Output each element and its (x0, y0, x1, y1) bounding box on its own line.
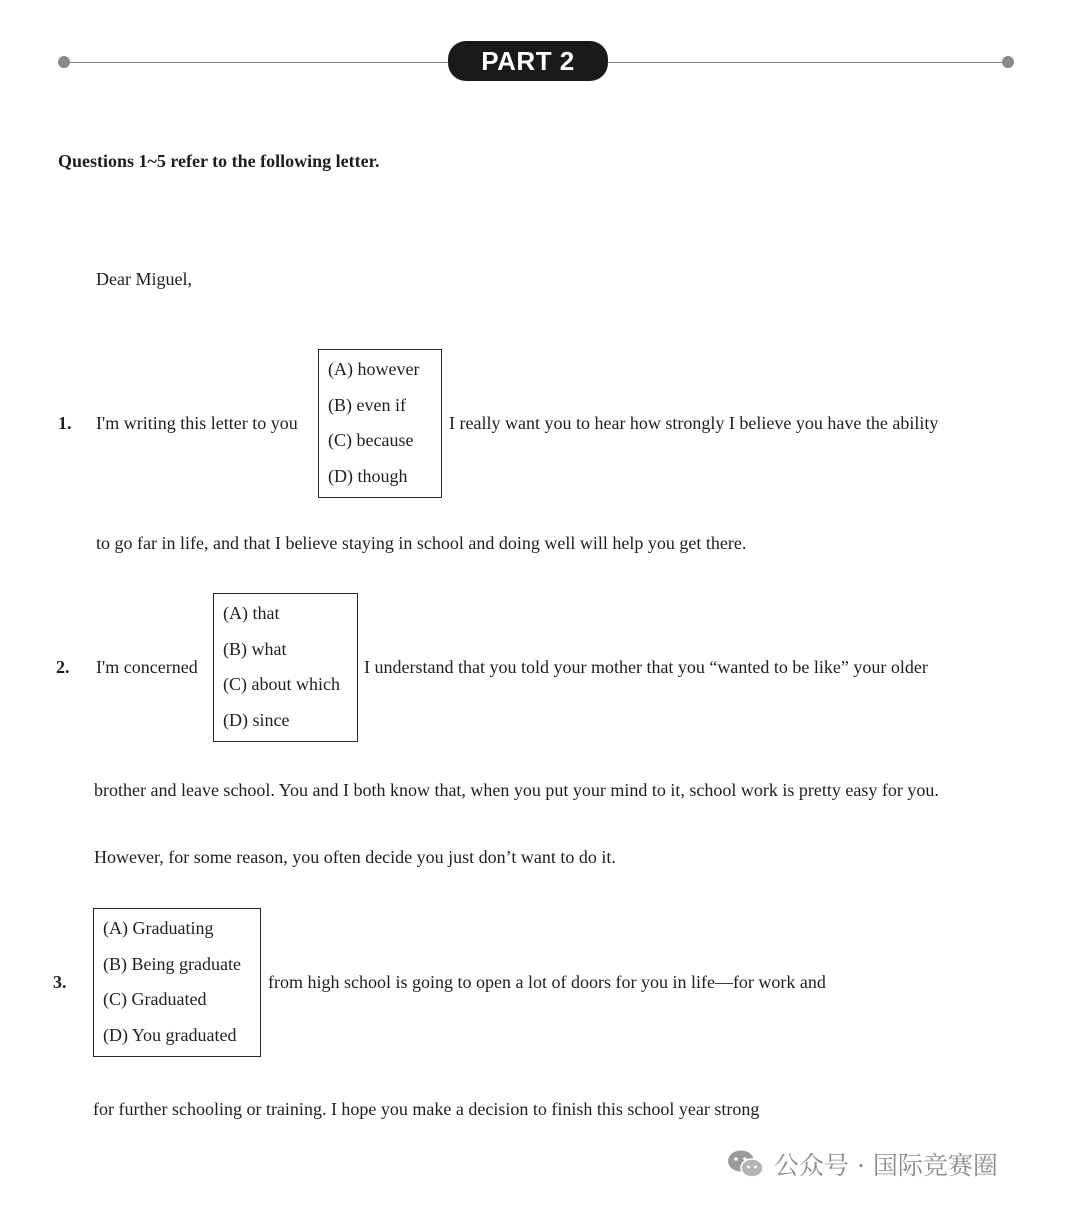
answer-option[interactable]: (C) about which (223, 674, 340, 694)
header-rule-dot-right (1002, 56, 1014, 68)
part-label: PART 2 (448, 41, 608, 81)
header-rule-left (64, 62, 450, 63)
question-text-after: I really want you to hear how strongly I believe you have the ability (449, 413, 939, 433)
answer-option[interactable]: (B) even if (328, 394, 406, 415)
wechat-icon (726, 1149, 766, 1179)
watermark-text: 公众号 · 国际竞赛圈 (774, 1151, 998, 1180)
answer-options-box (318, 349, 442, 498)
instruction-heading: Questions 1~5 refer to the following letter. (58, 151, 380, 171)
question-number: 1. (58, 413, 72, 433)
answer-option[interactable]: (D) since (223, 709, 290, 730)
answer-option[interactable]: (D) though (328, 465, 408, 486)
question-text-after: from high school is going to open a lot of doors for you in life—for work and (268, 972, 826, 992)
question-number: 2. (56, 657, 70, 677)
answer-option[interactable]: (C) Graduated (103, 989, 207, 1009)
answer-option[interactable]: (D) You graduated (103, 1024, 237, 1045)
answer-option[interactable]: (B) Being graduate (103, 953, 241, 974)
answer-options-box (213, 593, 358, 742)
question-continuation: brother and leave school. You and I both know that, when you put your mind to it, school work is pretty easy for you. (94, 780, 939, 800)
question-text-before: I'm concerned (96, 657, 198, 677)
answer-options-box (93, 908, 261, 1057)
header-rule-right (606, 62, 1008, 63)
answer-option[interactable]: (A) however (328, 359, 420, 379)
letter-greeting: Dear Miguel, (96, 269, 192, 289)
answer-option[interactable]: (C) because (328, 430, 414, 450)
question-number: 3. (53, 972, 67, 992)
question-continuation: to go far in life, and that I believe staying in school and doing well will help you get there. (96, 533, 747, 553)
answer-option[interactable]: (A) that (223, 603, 280, 623)
answer-option[interactable]: (A) Graduating (103, 918, 214, 938)
question-continuation: for further schooling or training. I hope you make a decision to finish this school year strong (93, 1099, 760, 1119)
watermark (726, 1146, 998, 1182)
answer-option[interactable]: (B) what (223, 638, 287, 659)
question-continuation: However, for some reason, you often decide you just don’t want to do it. (94, 847, 616, 867)
question-text-before: I'm writing this letter to you (96, 413, 298, 433)
question-text-after: I understand that you told your mother that you “wanted to be like” your older (364, 657, 928, 677)
